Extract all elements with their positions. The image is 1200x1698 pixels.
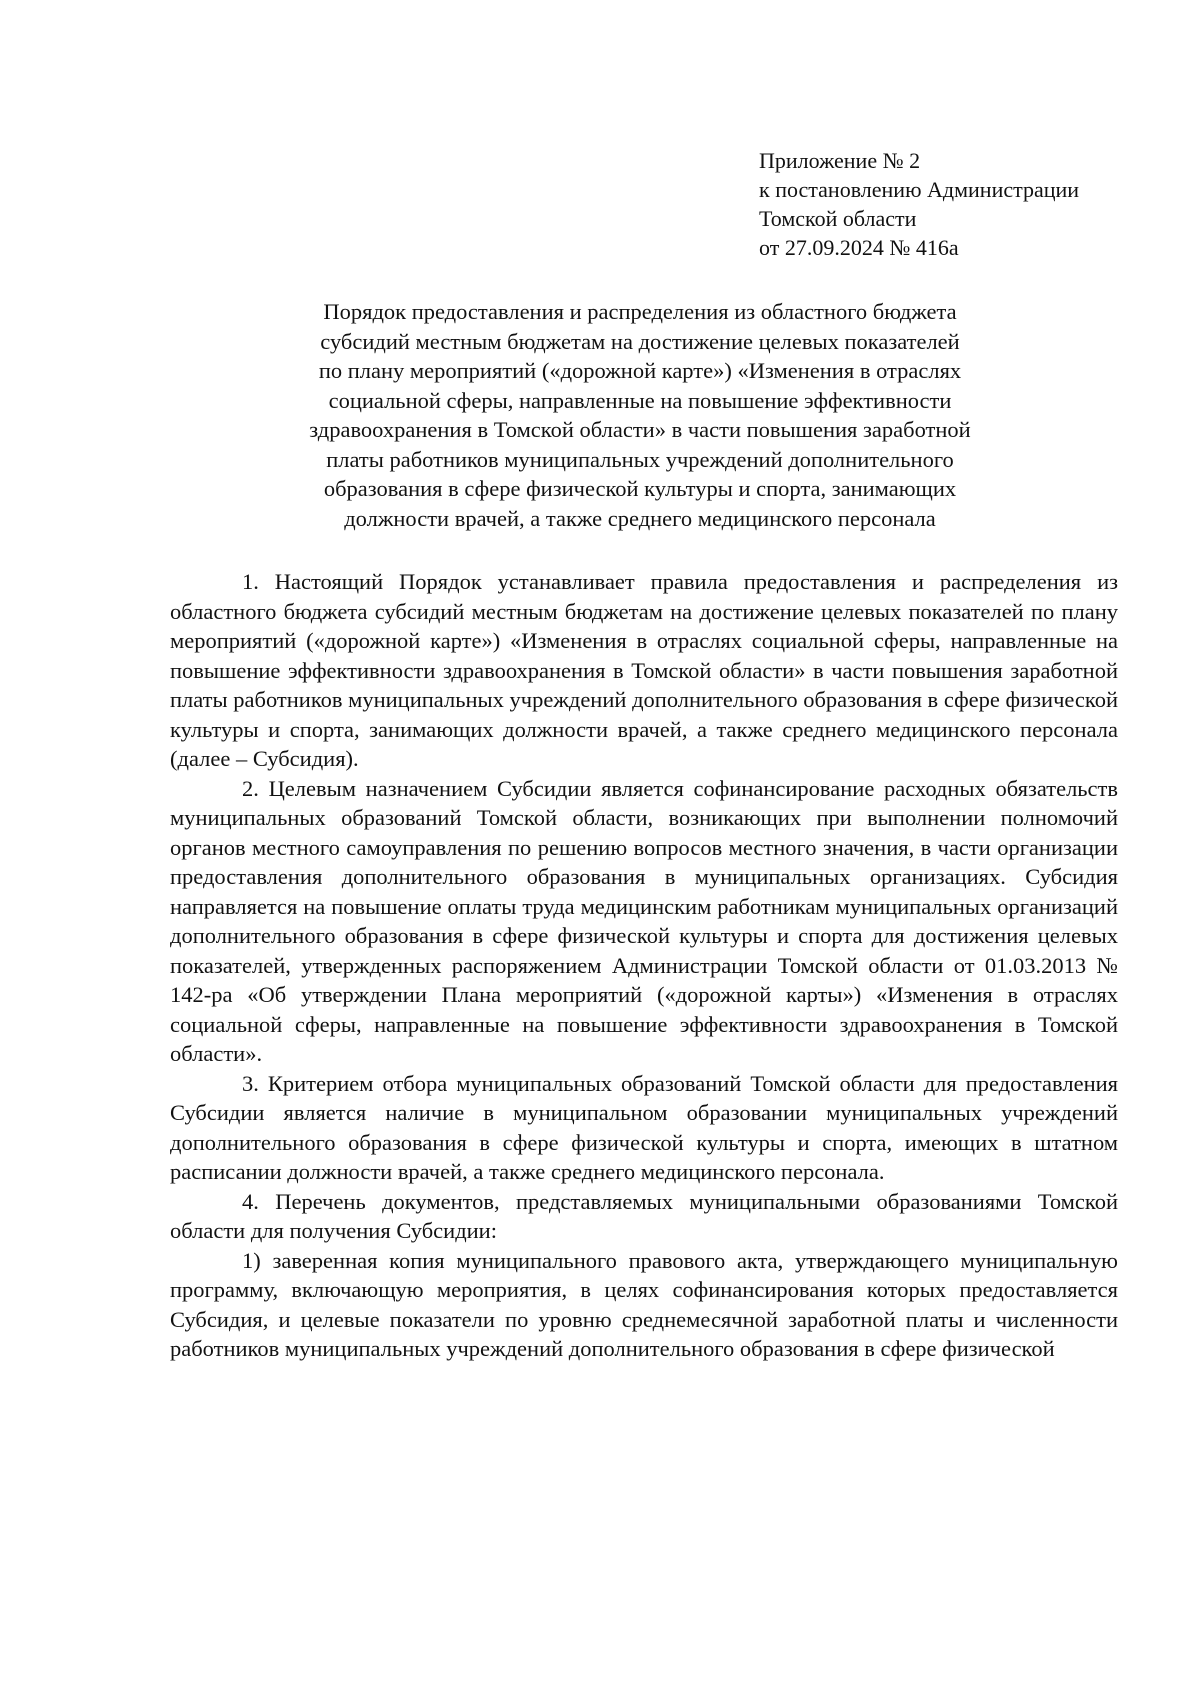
- title-line: Порядок предоставления и распределения из областного бюджета: [323, 299, 957, 324]
- title-line: по плану мероприятий («дорожной карте») «Изменения в отраслях: [318, 358, 962, 383]
- paragraph-1: 1. Настоящий Порядок устанавливает правила предоставления и распределения из областного бюджета субсидий местным бюджетам на достижение целевых показателей по плану мероприятий («дорожной карте») «Изменения в отраслях социальной сферы, направленные на повышение эффективности здравоохранения в Томской области» в части повышения заработной платы работников муниципальных учреждений дополнительного образования в сфере физической культуры и спорта, занимающих должности врачей, а также среднего медицинского персонала (далее – Субсидия).: [170, 569, 1118, 771]
- appendix-resolution-ref: к постановлению Администрации: [759, 177, 1080, 202]
- title-line: здравоохранения в Томской области» в части повышения заработной: [309, 417, 971, 442]
- document-title: [160, 297, 1120, 533]
- title-line: платы работников муниципальных учреждений дополнительного: [326, 446, 954, 472]
- title-line: социальной сферы, направленные на повышение эффективности: [328, 387, 952, 413]
- appendix-number: Приложение № 2: [759, 148, 921, 173]
- paragraph-2: 2. Целевым назначением Субсидии является софинансирование расходных обязательств муниципальных образований Томской области, возникающих при выполнении полномочий органов местного самоуправления по решению вопросов местного значения, в части организации предоставления дополнительного образования в муниципальных организациях. Субсидия направляется на повышение оплаты труда медицинским работникам муниципальных организаций дополнительного образования в сфере физической культуры и спорта для достижения целевых показателей, утвержденных распоряжением Администрации Томской области от 01.03.2013 № 142-ра «Об утверждении Плана мероприятий («дорожной карты») «Изменения в отраслях социальной сферы, направленные на повышение эффективности здравоохранения в Томской области».: [170, 775, 1118, 1066]
- document-body: [170, 567, 1118, 1364]
- paragraph-4-item-1: 1) заверенная копия муниципального правового акта, утверждающего муниципальную программу, включающую мероприятия, в целях софинансирования которых предоставляется Субсидия, и целевые показатели по уровню среднемесячной заработной платы и численности работников муниципальных учреждений дополнительного образования в сфере физической: [170, 1247, 1118, 1361]
- title-line: должности врачей, а также среднего медицинского персонала: [344, 505, 936, 531]
- title-line: субсидий местным бюджетам на достижение целевых показателей: [320, 328, 960, 354]
- title-line: образования в сфере физической культуры и спорта, занимающих: [323, 476, 957, 501]
- paragraph-3: 3. Критерием отбора муниципальных образований Томской области для предоставления Субсидии является наличие в муниципальном образовании муниципальных учреждений дополнительного образования в сфере физической культуры и спорта, имеющих в штатном расписании должности врачей, а также среднего медицинского персонала.: [170, 1070, 1118, 1184]
- paragraph-4: 4. Перечень документов, представляемых муниципальными образованиями Томской области для получения Субсидии:: [170, 1188, 1118, 1243]
- appendix-date-number: от 27.09.2024 № 416а: [759, 235, 959, 260]
- appendix-region: Томской области: [759, 206, 917, 231]
- appendix-block: [759, 146, 1139, 262]
